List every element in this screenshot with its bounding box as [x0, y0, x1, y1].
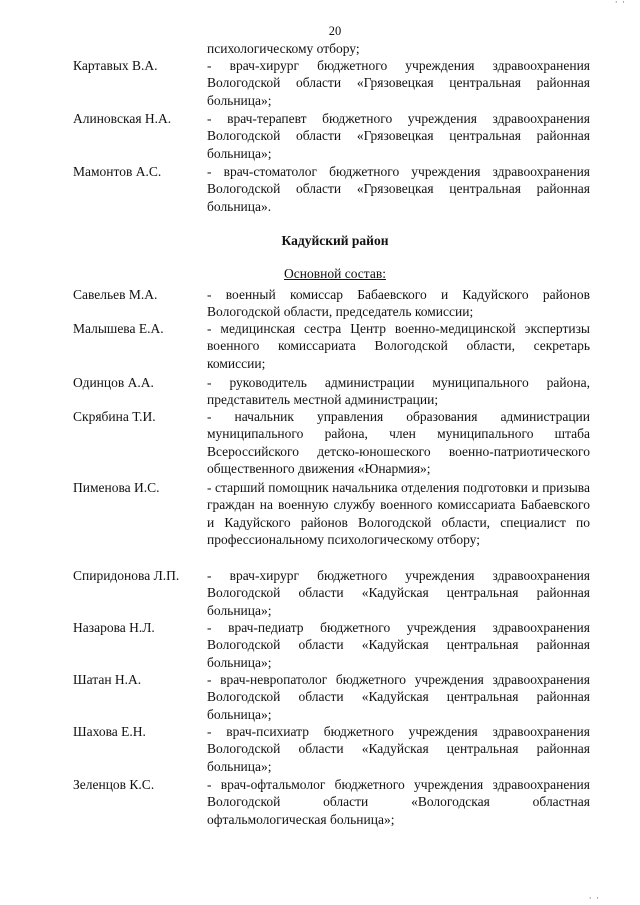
member-name: Пименова И.С.	[73, 480, 160, 495]
member-name: Савельев М.А.	[73, 287, 158, 302]
member-role: - старший помощник начальника отделения подготовки и призыва граждан на военную службу военного комиссариата Бабаевского и Кадуйского районов Вологодской области, специалист по профессиональному психологическому отбору;	[207, 480, 590, 547]
member-role: - руководитель администрации муниципального района, представитель местной администрации;	[207, 375, 590, 408]
member-role: - врач-невропатолог бюджетного учреждения здравоохранения Вологодской области «Кадуйская центральная районная больница»;	[207, 672, 590, 722]
member-role: - врач-педиатр бюджетного учреждения здравоохранения Вологодской области «Кадуйская центральная районная больница»;	[207, 620, 590, 670]
member-name: Малышева Е.А.	[73, 321, 164, 336]
member-name: Одинцов А.А.	[73, 375, 154, 390]
scan-edge-mark: · ·	[588, 893, 600, 903]
member-name: Алиновская Н.А.	[73, 111, 172, 126]
member-role: - врач-психиатр бюджетного учреждения здравоохранения Вологодской области «Кадуйская центральная районная больница»;	[207, 724, 590, 774]
scan-edge-mark: · ·	[614, 0, 626, 7]
member-name: Зеленцов К.С.	[73, 777, 155, 792]
section-heading: Кадуйский район	[281, 233, 389, 248]
member-role: - военный комиссар Бабаевского и Кадуйского районов Вологодской области, председатель комиссии;	[207, 287, 590, 320]
member-role: - врач-стоматолог бюджетного учреждения здравоохранения Вологодской области «Грязовецкая центральная районная больница».	[207, 164, 590, 214]
member-role: - врач-офтальмолог бюджетного учреждения здравоохранения Вологодской области «Вологодская областная офтальмологическая больница»;	[207, 777, 590, 827]
subsection-heading: Основной состав:	[284, 266, 386, 281]
member-name: Скрябина Т.И.	[73, 409, 156, 424]
member-role: - врач-терапевт бюджетного учреждения здравоохранения Вологодской области «Грязовецкая центральная районная больница»;	[207, 111, 590, 161]
member-role: - врач-хирург бюджетного учреждения здравоохранения Вологодской области «Грязовецкая центральная районная больница»;	[207, 58, 590, 108]
member-name: Назарова Н.Л.	[73, 620, 155, 635]
member-name: Картавых В.А.	[73, 58, 158, 73]
member-role: - начальник управления образования администрации муниципального района, член муниципального штаба Всероссийского детско-юношеского военно-патриотического общественного движения «Юнармия»;	[207, 409, 590, 476]
member-name: Шатан Н.А.	[73, 672, 142, 687]
member-name: Мамонтов А.С.	[73, 164, 162, 179]
member-role: - медицинская сестра Центр военно-медицинской экспертизы военного комиссариата Вологодской области, секретарь комиссии;	[207, 321, 590, 371]
member-role: - врач-хирург бюджетного учреждения здравоохранения Вологодской области «Кадуйская центральная районная больница»;	[207, 568, 590, 618]
member-name: Спиридонова Л.П.	[73, 568, 180, 583]
member-name: Шахова Е.Н.	[73, 724, 146, 739]
continuation-text: психологическому отбору;	[207, 41, 360, 56]
page-number: 20	[328, 24, 342, 38]
